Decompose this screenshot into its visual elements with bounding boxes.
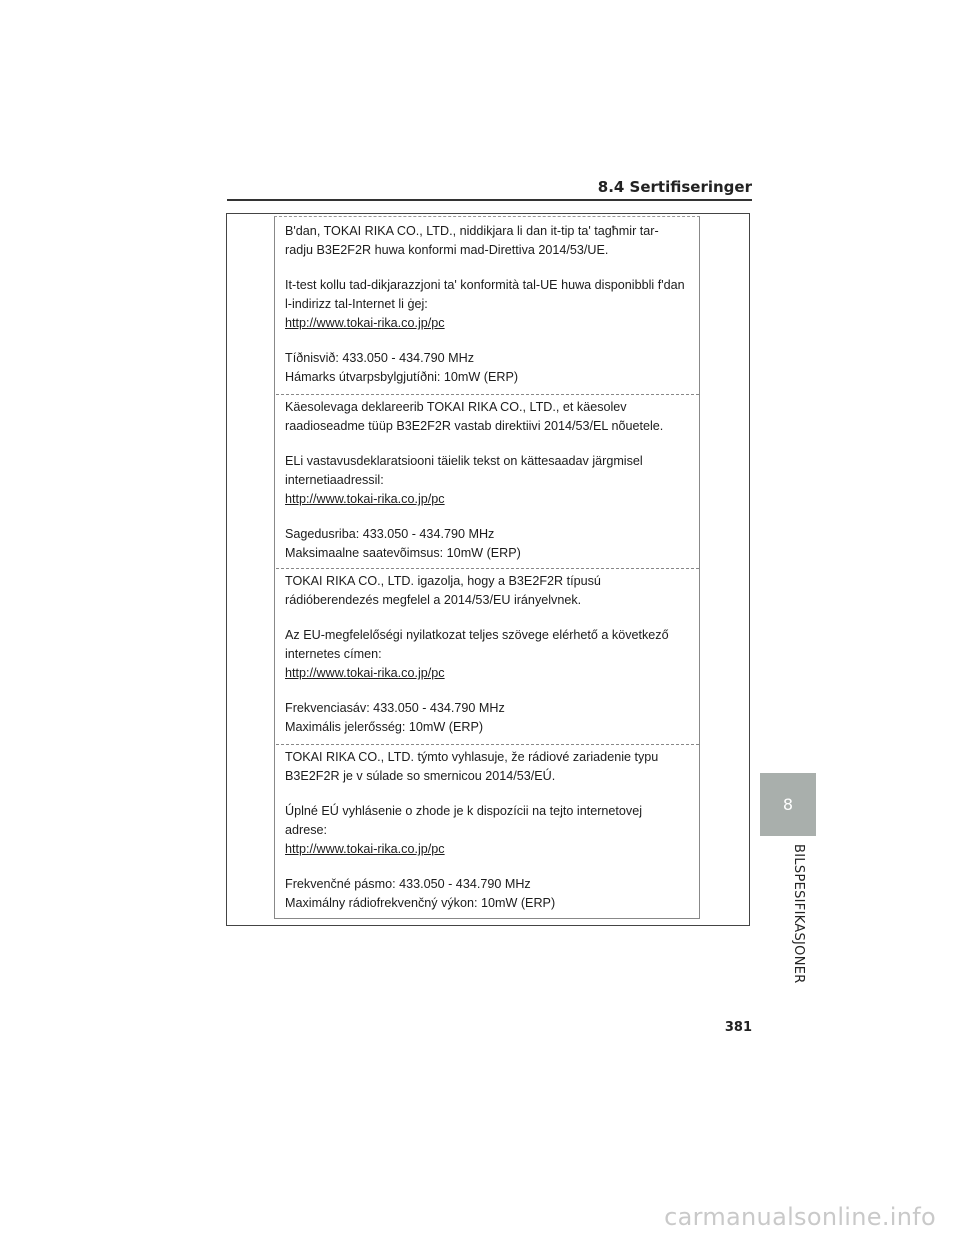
declaration-url-link[interactable]: http://www.tokai-rika.co.jp/pc: [285, 666, 445, 680]
section-title: 8.4 Sertifiseringer: [597, 178, 752, 196]
declaration-block-mt: [285, 222, 685, 387]
declaration-url-link[interactable]: http://www.tokai-rika.co.jp/pc: [285, 316, 445, 330]
section-separator: [276, 394, 699, 395]
section-separator: [276, 744, 699, 745]
declaration-power: Hámarks útvarpsbylgjutíðni: 10mW (ERP): [285, 370, 519, 384]
declaration-frequency: Sagedusriba: 433.050 - 434.790 MHz: [285, 527, 495, 541]
declaration-block-et: [285, 398, 685, 563]
declaration-statement: B'dan, TOKAI RIKA CO., LTD., niddikjara li dan it-tip ta' tagħmir tar-radju B3E2F2R huwa konformi mad-Direttiva 2014/53/UE.: [285, 224, 659, 257]
declaration-power: Maksimaalne saatevõimsus: 10mW (ERP): [285, 546, 521, 560]
declaration-availability: Úplné EÚ vyhlásenie o zhode je k dispozícii na tejto internetovej adrese:: [285, 804, 643, 837]
declaration-availability: ELi vastavusdeklaratsiooni täielik tekst on kättesaadav järgmisel internetiaadressil:: [285, 454, 643, 487]
declaration-power: Maximálny rádiofrekvenčný výkon: 10mW (ERP): [285, 896, 556, 910]
watermark: carmanualsonline.info: [664, 1203, 936, 1231]
declaration-url-link[interactable]: http://www.tokai-rika.co.jp/pc: [285, 492, 445, 506]
declaration-frequency: Tíðnisvið: 433.050 - 434.790 MHz: [285, 351, 475, 365]
declaration-power: Maximális jelerősség: 10mW (ERP): [285, 720, 484, 734]
declaration-block-sk: [285, 748, 685, 913]
declaration-statement: TOKAI RIKA CO., LTD. týmto vyhlasuje, že rádiové zariadenie typu B3E2F2R je v súlade so smernicou 2014/53/EÚ.: [285, 750, 659, 783]
page-number: 381: [724, 1020, 752, 1035]
declaration-frequency: Frekvenčné pásmo: 433.050 - 434.790 MHz: [285, 877, 531, 891]
section-separator: [276, 568, 699, 569]
header-rule: [227, 199, 752, 201]
declaration-frequency: Frekvenciasáv: 433.050 - 434.790 MHz: [285, 701, 505, 715]
chapter-name: BILSPESIFIKASJONER: [791, 844, 806, 984]
declaration-url-link[interactable]: http://www.tokai-rika.co.jp/pc: [285, 842, 445, 856]
declaration-block-hu: [285, 572, 685, 737]
chapter-tab[interactable]: 8: [760, 773, 816, 836]
declaration-availability: Az EU-megfelelőségi nyilatkozat teljes szövege elérhető a következő internetes címen:: [285, 628, 669, 661]
declaration-statement: Käesolevaga deklareerib TOKAI RIKA CO., LTD., et käesolev raadioseadme tüüp B3E2F2R vastab direktiivi 2014/53/EL nõuetele.: [285, 400, 664, 433]
declaration-availability: It-test kollu tad-dikjarazzjoni ta' konformità tal-UE huwa disponibbli f'dan l-indirizz tal-Internet li ġej:: [285, 278, 685, 311]
declaration-statement: TOKAI RIKA CO., LTD. igazolja, hogy a B3E2F2R típusú rádióberendezés megfelel a 2014/53/EU irányelvnek.: [285, 574, 601, 607]
